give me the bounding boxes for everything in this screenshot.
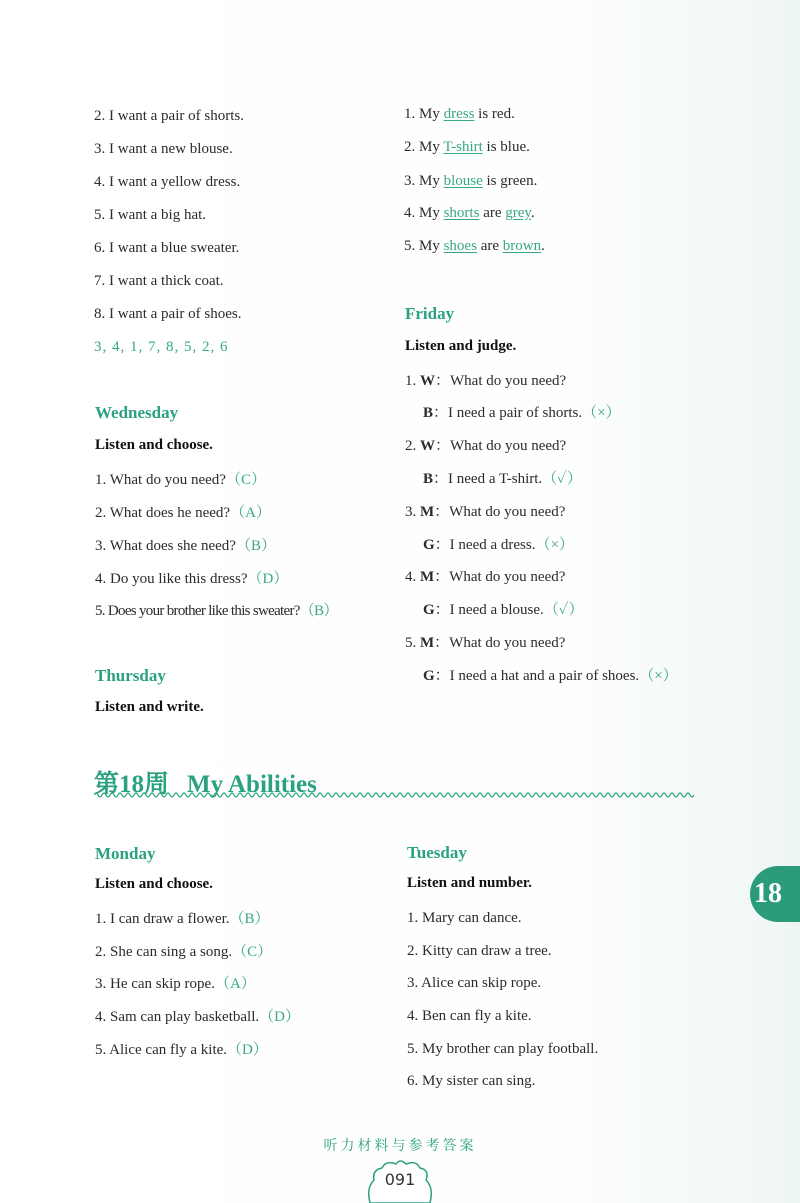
list-item: 3. What does she need?（B） [95, 538, 276, 554]
dialogue-line: 4. M：What do you need? [405, 569, 566, 585]
section-heading-wednesday: Wednesday [95, 403, 179, 422]
section-heading-thursday: Thursday [95, 666, 166, 685]
dialogue-line: G：I need a dress.（×） [423, 537, 574, 553]
dialogue-line: G：I need a hat and a pair of shoes.（×） [423, 668, 678, 684]
fill-in-item: 4. My shorts are grey. [404, 205, 535, 221]
list-item: 2. She can sing a song.（C） [95, 944, 273, 960]
dialogue-line: 1. W：What do you need? [405, 373, 567, 389]
list-item: 2. I want a pair of shorts. [94, 108, 244, 124]
dialogue-line: 5. M：What do you need? [405, 635, 566, 651]
list-item: 4. Sam can play basketball.（D） [95, 1009, 300, 1025]
list-item: 6. My sister can sing. [407, 1073, 536, 1089]
list-item: 8. I want a pair of shoes. [94, 306, 242, 322]
fill-in-item: 3. My blouse is green. [404, 173, 538, 189]
section-heading-friday: Friday [405, 304, 455, 323]
week-topic: My Abilities [187, 771, 317, 798]
week-number: 第18周 [94, 771, 170, 798]
list-item: 5. Alice can fly a kite.（D） [95, 1042, 268, 1058]
dialogue-line: B：I need a T-shirt.（✓） [423, 471, 582, 487]
list-item: 4. I want a yellow dress. [94, 174, 241, 190]
fill-in-item: 5. My shoes are brown. [404, 238, 545, 254]
section-instruction: Listen and write. [95, 699, 204, 715]
section-instruction: Listen and choose. [95, 876, 213, 892]
page-number: 091 [384, 1170, 416, 1189]
fill-in-item: 2. My T-shirt is blue. [404, 139, 530, 155]
section-instruction: Listen and number. [407, 875, 532, 891]
chapter-tab: 18 [750, 866, 800, 922]
dialogue-line: B：I need a pair of shorts.（×） [423, 405, 621, 421]
dialogue-line: G：I need a blouse.（✓） [423, 602, 584, 618]
list-item: 3. I want a new blouse. [94, 141, 233, 157]
wavy-divider [94, 790, 694, 800]
section-instruction: Listen and choose. [95, 437, 213, 453]
fill-in-item: 1. My dress is red. [404, 106, 515, 122]
list-item: 3. Alice can skip rope. [407, 975, 542, 991]
list-item: 5. My brother can play football. [407, 1041, 599, 1057]
section-instruction: Listen and judge. [405, 338, 517, 354]
list-item: 4. Do you like this dress?（D） [95, 571, 289, 587]
list-item: 5. Does your brother like this sweater?（B） [95, 603, 338, 619]
list-item: 6. I want a blue sweater. [94, 240, 240, 256]
list-item: 5. I want a big hat. [94, 207, 207, 223]
list-item: 4. Ben can fly a kite. [407, 1008, 532, 1024]
section-heading-tuesday: Tuesday [407, 843, 467, 862]
footer-title: 听力材料与参考答案 [323, 1138, 477, 1154]
list-item: 1. What do you need?（C） [95, 472, 266, 488]
list-item: 1. I can draw a flower.（B） [95, 911, 270, 927]
list-item: 7. I want a thick coat. [94, 273, 224, 289]
dialogue-line: 3. M：What do you need? [405, 504, 566, 520]
list-item: 3. He can skip rope.（A） [95, 976, 256, 992]
answer-sequence: 3, 4, 1, 7, 8, 5, 2, 6 [94, 339, 229, 355]
list-item: 2. What does he need?（A） [95, 505, 271, 521]
dialogue-line: 2. W：What do you need? [405, 438, 567, 454]
list-item: 2. Kitty can draw a tree. [407, 943, 552, 959]
section-heading-monday: Monday [95, 844, 156, 863]
list-item: 1. Mary can dance. [407, 910, 522, 926]
